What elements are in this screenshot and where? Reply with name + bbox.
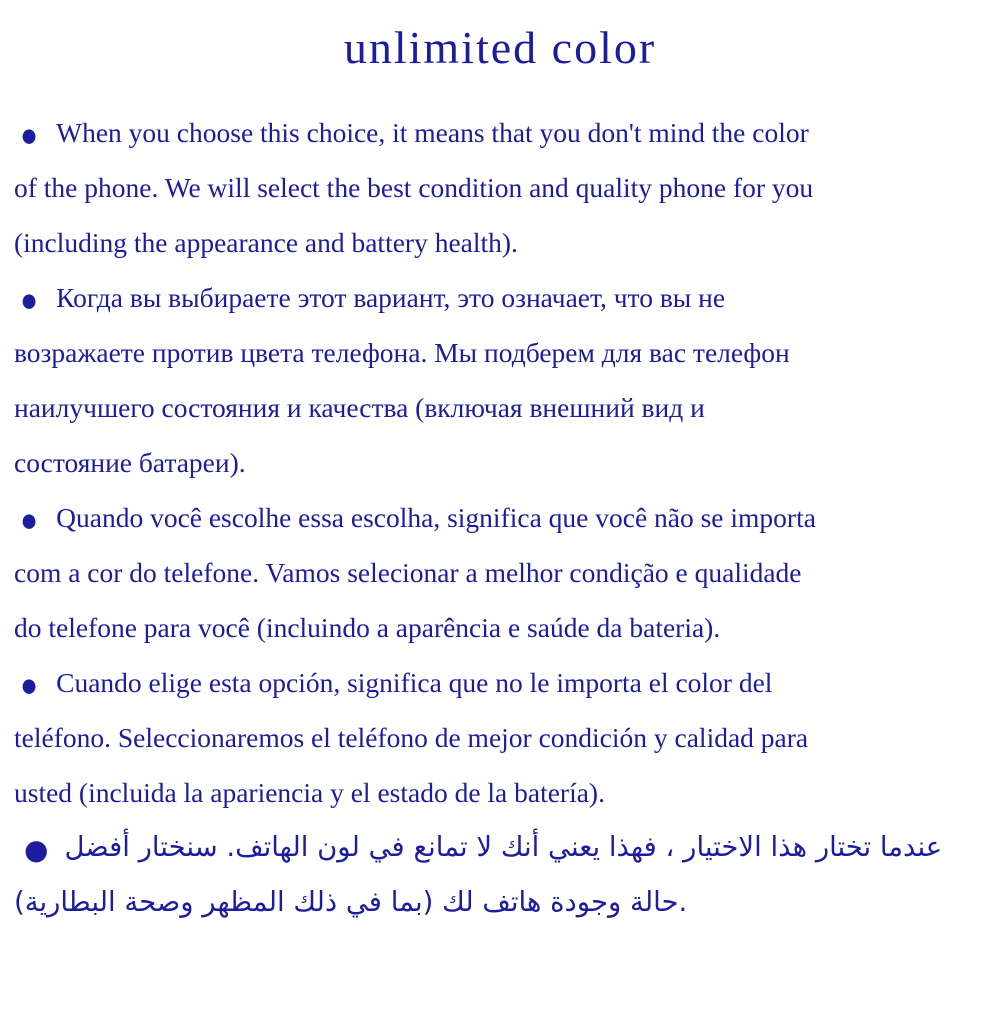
text-line <box>14 215 984 270</box>
text-line: ● Когда вы выбираете этот вариант, это означает, что вы не <box>20 281 726 319</box>
text-line <box>14 160 984 215</box>
text-line <box>14 545 984 600</box>
text-line: ● عندما تختار هذا الاختيار ، فهذا يعني أنك لا تمانع في لون الهاتف. سنختار أفضل <box>24 830 943 866</box>
text-line: ● Quando você escolhe essa escolha, significa que você não se importa <box>20 501 816 539</box>
line-text: (including the appearance and battery health). <box>14 226 518 258</box>
paragraph-ru <box>14 270 984 490</box>
text-line <box>14 380 984 435</box>
paragraph-en <box>14 105 984 270</box>
line-text: состояние батареи). <box>14 446 246 478</box>
paragraph-ar <box>14 820 984 930</box>
text-line: ● Cuando elige esta opción, significa que no le importa el color del <box>20 666 773 704</box>
line-text: Quando você escolhe essa escolha, significa que você não se importa <box>56 501 816 533</box>
page-title: unlimited color <box>343 22 657 73</box>
line-text: do telefone para você (incluindo a aparência e saúde da bateria). <box>14 611 721 643</box>
text-line <box>14 710 984 765</box>
paragraph-pt <box>14 490 984 655</box>
line-text: Cuando elige esta opción, significa que no le importa el color del <box>56 666 773 698</box>
text-line <box>14 325 984 380</box>
line-text: usted (incluida la apariencia y el estado de la batería). <box>14 776 605 808</box>
text-line <box>14 600 984 655</box>
line-text: Когда вы выбираете этот вариант, это означает, что вы не <box>56 281 726 313</box>
text-line <box>14 435 984 490</box>
product-description-page <box>0 22 1000 930</box>
line-text: teléfono. Seleccionaremos el teléfono de mejor condición y calidad para <box>14 721 809 753</box>
line-text: возражаете против цвета телефона. Мы подберем для вас телефон <box>14 336 790 368</box>
line-text: When you choose this choice, it means that you don't mind the color <box>56 116 809 148</box>
line-text: of the phone. We will select the best condition and quality phone for you <box>14 171 814 203</box>
line-text: حالة وجودة هاتف لك (بما في ذلك المظهر وصحة البطارية). <box>14 885 688 918</box>
line-text: عندما تختار هذا الاختيار ، فهذا يعني أنك لا تمانع في لون الهاتف. سنختار أفضل <box>64 830 943 863</box>
text-line <box>14 765 984 820</box>
text-line <box>14 875 984 930</box>
paragraph-es <box>14 655 984 820</box>
text-line: ● When you choose this choice, it means that you don't mind the color <box>20 116 809 154</box>
paragraphs-container <box>14 105 984 930</box>
line-text: наилучшего состояния и качества (включая внешний вид и <box>14 391 705 423</box>
line-text: com a cor do telefone. Vamos selecionar a melhor condição e qualidade <box>14 556 802 588</box>
